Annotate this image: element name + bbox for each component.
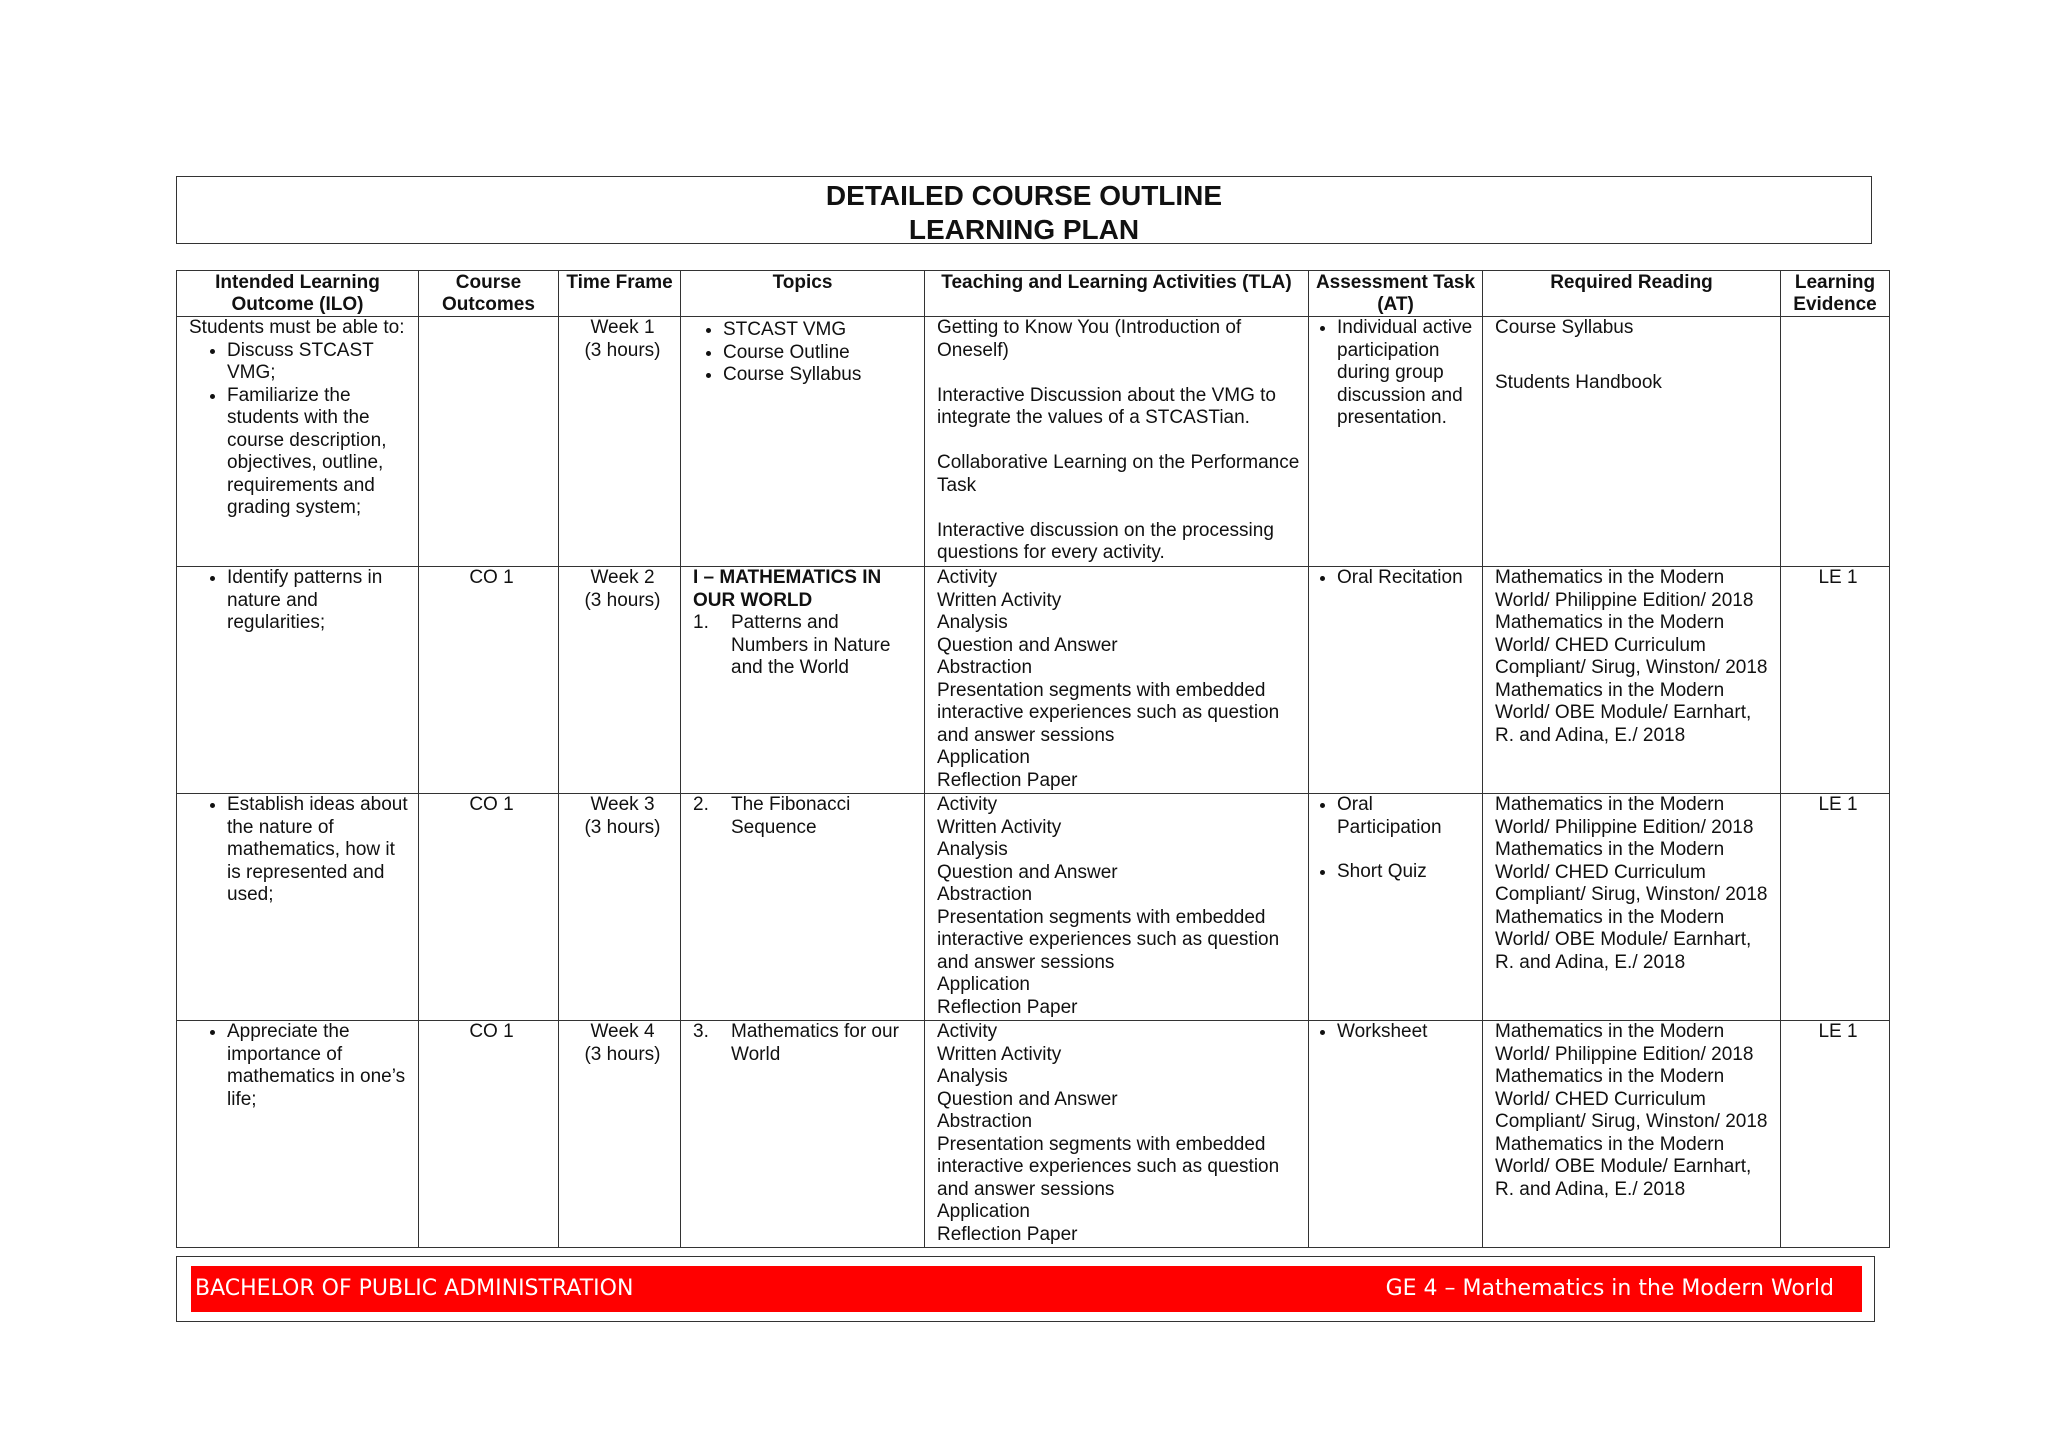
week-label: Week 3 [590, 794, 655, 815]
ilo-cell [177, 567, 419, 794]
course-outcome [419, 317, 559, 567]
topic-number: 2. [693, 794, 709, 815]
reading-item: Course Syllabus [1495, 317, 1634, 338]
hours-label: (3 hours) [584, 1043, 661, 1065]
reading-item: Mathematics in the Modern World/ Philippine Edition/ 2018 [1495, 567, 1754, 611]
header-learning-evidence: Learning Evidence [1781, 271, 1890, 317]
reading-item: Mathematics in the Modern World/ Philippine Edition/ 2018 [1495, 1021, 1754, 1065]
ilo-item: • Identify patterns in nature and regularities; [227, 567, 412, 635]
topic-item: • Course Syllabus [723, 364, 918, 387]
tla-line: Question and Answer [937, 634, 1118, 656]
reading-item: Mathematics in the Modern World/ Philippine Edition/ 2018 [1495, 794, 1754, 838]
tla-line: Getting to Know You (Introduction of Oneself) [937, 317, 1242, 361]
learning-evidence: LE 1 [1781, 1021, 1890, 1248]
topics-cell [681, 317, 925, 567]
table-header-row [177, 271, 1890, 317]
tla-line: Reflection Paper [937, 996, 1078, 1018]
table-row [177, 1021, 1890, 1248]
reading-item: Mathematics in the Modern World/ CHED Curriculum Compliant/ Sirug, Winston/ 2018 [1495, 839, 1768, 905]
tla-cell [925, 794, 1309, 1021]
ilo-item: • Familiarize the students with the course description, objectives, outline, requirements and grading system; [227, 385, 412, 520]
document-title: DETAILED COURSE OUTLINE [825, 180, 1223, 211]
header-ilo: Intended Learning Outcome (ILO) [177, 271, 419, 317]
tla-line: Application [937, 974, 1030, 995]
assessment-item: • Short Quiz [1337, 861, 1476, 884]
hours-label: (3 hours) [584, 589, 661, 611]
tla-line: Activity [937, 1021, 998, 1042]
topic-heading: I – MATHEMATICS IN OUR WORLD [693, 567, 882, 611]
ilo-cell [177, 1021, 419, 1248]
assessment-cell [1309, 317, 1483, 567]
tla-line: Interactive Discussion about the VMG to integrate the values of a STCASTian. [937, 384, 1276, 428]
reading-cell [1483, 794, 1781, 1021]
time-frame-cell [559, 317, 681, 567]
ilo-item: • Establish ideas about the nature of mathematics, how it is represented and used; [227, 794, 412, 907]
tla-line: Abstraction [937, 1111, 1033, 1132]
time-frame-cell [559, 567, 681, 794]
course-outcome: CO 1 [419, 1021, 559, 1248]
reading-cell [1483, 567, 1781, 794]
document-subtitle: LEARNING PLAN [908, 214, 1140, 245]
reading-cell [1483, 317, 1781, 567]
tla-line: Presentation segments with embedded interactive experiences such as question and answer sessions [937, 906, 1280, 973]
tla-line: Application [937, 1201, 1030, 1222]
header-required-reading: Required Reading [1483, 271, 1781, 317]
topics-cell [681, 1021, 925, 1248]
assessment-cell [1309, 1021, 1483, 1248]
table-row [177, 317, 1890, 567]
ilo-intro: Students must be able to: [189, 317, 405, 338]
assessment-item: • Oral Participation [1337, 794, 1476, 839]
topic-text: The Fibonacci Sequence [731, 794, 851, 838]
assessment-item: • Worksheet [1337, 1021, 1476, 1044]
header-course-outcomes: Course Outcomes [419, 271, 559, 317]
tla-line: Presentation segments with embedded interactive experiences such as question and answer sessions [937, 679, 1280, 746]
tla-line: Reflection Paper [937, 769, 1078, 791]
footer-box [176, 1256, 1875, 1322]
week-label: Week 2 [590, 567, 655, 588]
ilo-cell [177, 317, 419, 567]
topic-item: • STCAST VMG [723, 319, 918, 342]
table-row [177, 794, 1890, 1021]
tla-line: Interactive discussion on the processing questions for every activity. [937, 519, 1274, 563]
reading-item: Mathematics in the Modern World/ OBE Module/ Earnhart, R. and Adina, E./ 2018 [1495, 679, 1752, 746]
time-frame-cell [559, 1021, 681, 1248]
tla-line: Abstraction [937, 657, 1033, 678]
header-time-frame: Time Frame [559, 271, 681, 317]
tla-line: Question and Answer [937, 861, 1118, 883]
topic-number: 1. [693, 612, 709, 633]
ilo-cell [177, 794, 419, 1021]
tla-line: Activity [937, 794, 998, 815]
assessment-item: • Individual active participation during group discussion and presentation. [1337, 317, 1476, 430]
topic-item: • Course Outline [723, 342, 918, 365]
reading-item: Mathematics in the Modern World/ CHED Curriculum Compliant/ Sirug, Winston/ 2018 [1495, 1066, 1768, 1132]
time-frame-cell [559, 794, 681, 1021]
reading-item: Mathematics in the Modern World/ OBE Module/ Earnhart, R. and Adina, E./ 2018 [1495, 906, 1752, 973]
assessment-item: • Oral Recitation [1337, 567, 1476, 590]
tla-line: Question and Answer [937, 1088, 1118, 1110]
tla-line: Analysis [937, 1066, 1008, 1087]
tla-cell [925, 317, 1309, 567]
header-assessment-task: Assessment Task (AT) [1309, 271, 1483, 317]
document-title-box [176, 176, 1872, 244]
tla-line: Written Activity [937, 816, 1062, 838]
tla-line: Presentation segments with embedded interactive experiences such as question and answer sessions [937, 1133, 1280, 1200]
tla-line: Analysis [937, 612, 1008, 633]
reading-item: Mathematics in the Modern World/ OBE Module/ Earnhart, R. and Adina, E./ 2018 [1495, 1133, 1752, 1200]
footer-course-name: GE 4 – Mathematics in the Modern World [1385, 1276, 1834, 1301]
footer-bar [191, 1266, 1862, 1312]
learning-plan-table [176, 270, 1890, 1248]
tla-line: Written Activity [937, 589, 1062, 611]
learning-evidence: LE 1 [1781, 794, 1890, 1021]
assessment-cell [1309, 567, 1483, 794]
tla-line: Application [937, 747, 1030, 768]
reading-cell [1483, 1021, 1781, 1248]
tla-line: Written Activity [937, 1043, 1062, 1065]
tla-cell [925, 567, 1309, 794]
tla-line: Abstraction [937, 884, 1033, 905]
topics-cell [681, 794, 925, 1021]
topic-text: Patterns and Numbers in Nature and the World [731, 612, 891, 678]
tla-line: Analysis [937, 839, 1008, 860]
tla-line: Collaborative Learning on the Performance Task [937, 452, 1300, 496]
tla-cell [925, 1021, 1309, 1248]
course-outcome: CO 1 [419, 567, 559, 794]
week-label: Week 1 [590, 317, 655, 338]
learning-evidence: LE 1 [1781, 567, 1890, 794]
reading-item: Students Handbook [1495, 372, 1662, 393]
table-row [177, 567, 1890, 794]
ilo-item: • Appreciate the importance of mathematics in one’s life; [227, 1021, 412, 1111]
ilo-item: • Discuss STCAST VMG; [227, 340, 412, 385]
assessment-cell [1309, 794, 1483, 1021]
course-outcome: CO 1 [419, 794, 559, 1021]
topic-number: 3. [693, 1021, 709, 1042]
header-tla: Teaching and Learning Activities (TLA) [925, 271, 1309, 317]
footer-program-name: BACHELOR OF PUBLIC ADMINISTRATION [195, 1276, 634, 1301]
header-topics: Topics [681, 271, 925, 317]
week-label: Week 4 [590, 1021, 655, 1042]
learning-evidence [1781, 317, 1890, 567]
tla-line: Reflection Paper [937, 1223, 1078, 1245]
topics-cell [681, 567, 925, 794]
hours-label: (3 hours) [584, 816, 661, 838]
hours-label: (3 hours) [584, 339, 661, 361]
topic-text: Mathematics for our World [731, 1021, 899, 1065]
reading-item: Mathematics in the Modern World/ CHED Curriculum Compliant/ Sirug, Winston/ 2018 [1495, 612, 1768, 678]
tla-line: Activity [937, 567, 998, 588]
